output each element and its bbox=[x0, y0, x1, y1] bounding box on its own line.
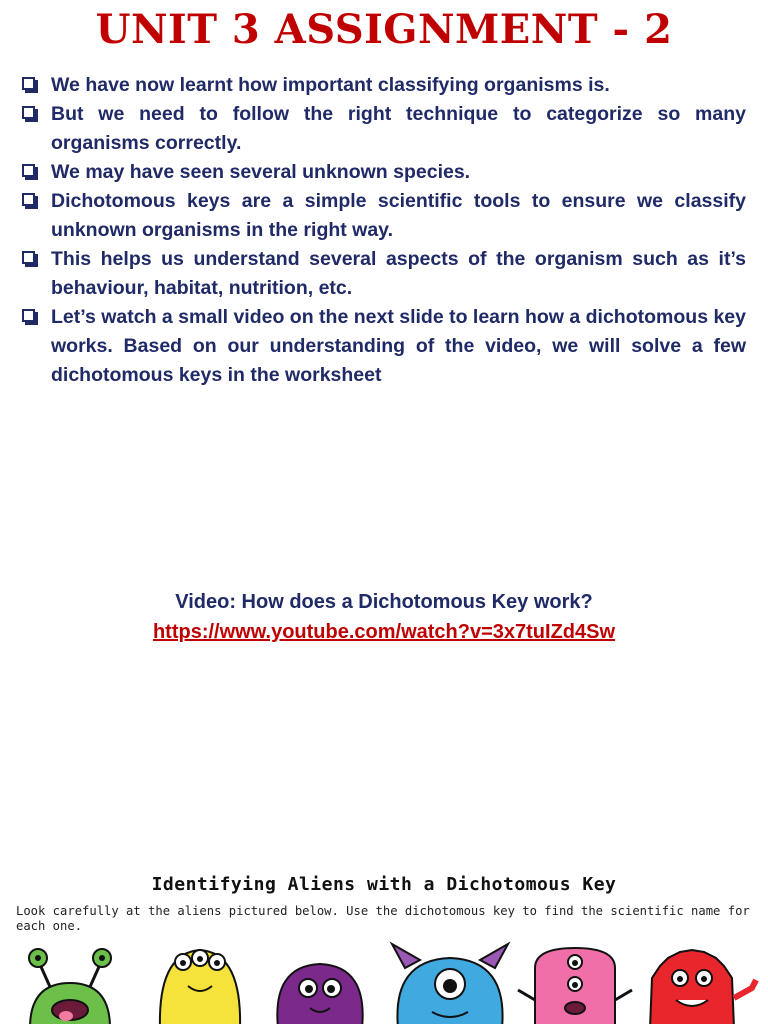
bullet-list bbox=[22, 71, 746, 390]
list-item bbox=[22, 158, 746, 187]
list-item bbox=[22, 303, 746, 390]
bullet-text: We may have seen several unknown species. bbox=[51, 161, 471, 183]
checkbox-bullet-icon bbox=[22, 251, 35, 264]
bullet-text: Dichotomous keys are a simple scientific tools to ensure we classify unknown organisms in the right way. bbox=[51, 190, 746, 241]
video-link[interactable]: https://www.youtube.com/watch?v=3x7tuIZd4Sw bbox=[152, 621, 616, 643]
worksheet-instructions: Look carefully at the aliens pictured below. Use the dichotomous key to find the scientific name for each one. bbox=[16, 904, 750, 933]
page-title: UNIT 3 ASSIGNMENT - 2 bbox=[95, 6, 673, 53]
checkbox-bullet-icon bbox=[22, 193, 35, 206]
bullet-text: But we need to follow the right technique to categorize so many organisms correctly. bbox=[51, 103, 746, 154]
checkbox-bullet-icon bbox=[22, 106, 35, 119]
bullet-text: Let’s watch a small video on the next slide to learn how a dichotomous key works. Based on our understanding of the video, we will solve a few dichotomous keys in the worksheet bbox=[51, 306, 746, 386]
worksheet-title: Identifying Aliens with a Dichotomous Key bbox=[151, 874, 617, 895]
blue-alien-icon bbox=[392, 944, 508, 1024]
bullet-text: We have now learnt how important classifying organisms is. bbox=[51, 74, 610, 96]
checkbox-bullet-icon bbox=[22, 309, 35, 322]
red-alien-icon bbox=[650, 950, 756, 1024]
checkbox-bullet-icon bbox=[22, 77, 35, 90]
list-item bbox=[22, 187, 746, 245]
purple-alien-icon bbox=[277, 964, 362, 1024]
aliens-illustration bbox=[0, 938, 768, 1024]
pink-alien-icon bbox=[518, 948, 632, 1024]
bullet-text: This helps us understand several aspects of the organism such as it’s behaviour, habitat, nutrition, etc. bbox=[51, 248, 746, 299]
list-item bbox=[22, 245, 746, 303]
list-item bbox=[22, 100, 746, 158]
video-title: Video: How does a Dichotomous Key work? bbox=[175, 591, 593, 613]
checkbox-bullet-icon bbox=[22, 164, 35, 177]
green-alien-icon bbox=[29, 949, 111, 1024]
list-item bbox=[22, 71, 746, 100]
yellow-alien-icon bbox=[160, 950, 240, 1024]
